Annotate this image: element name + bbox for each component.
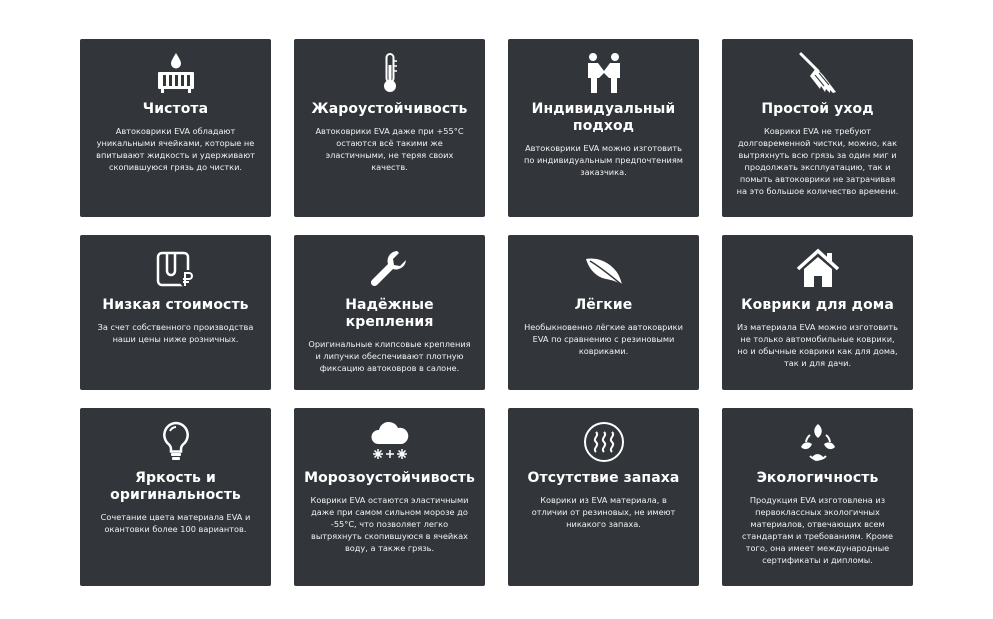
feature-title: Морозоустойчивость [304,470,475,486]
feature-card-brightness [80,408,271,586]
feature-description: Коврики EVA не требуют долговременной чистки, можно, как вытряхнуть всю грязь за один миг и продолжать эксплуатацию, так и помыть автоковрики не затрачивая на это большое количество времени. [736,126,899,196]
feature-title: Жароустойчивость [311,101,468,117]
feature-card-home-mats [722,235,913,390]
feature-description: Автоковрики EVA можно изготовить по индивидуальным предпочтениям заказчика. [524,143,683,177]
feature-description: Автоковрики EVA даже при +55°C остаются всё такими же эластичными, не теряя своих качеств. [315,126,464,172]
feature-card-frost-resistance [294,408,485,586]
wrench-icon [368,247,412,291]
broom-icon [796,51,840,95]
feature-title: Индивидуальный подход [531,101,676,134]
feature-title: Низкая стоимость [102,297,249,313]
feather-icon [582,247,626,291]
feature-card-eco [722,408,913,586]
feature-description: Автоковрики EVA обладают уникальными ячейками, которые не впитывают жидкость и удерживают скопившуюся грязь до чистки. [96,126,255,172]
feature-card-cleanliness [80,39,271,217]
feature-card-individual-approach [508,39,699,217]
feature-card-easy-care [722,39,913,217]
feature-description: Из материала EVA можно изготовить не только автомобильные коврики, но и обычные коврики как для дома, так и для дачи. [737,322,898,368]
feature-description: Оригинальные клипсовые крепления и липучки обеспечивают плотную фиксацию автоковров в салоне. [308,339,471,373]
feature-description: Продукция EVA изготовлена из первоклассных экологичных материалов, отвечающих всем стандартам и требованиям. Кроме того, она имеет международные сертификаты и дипломы. [741,495,894,565]
feature-title: Лёгкие [574,297,633,313]
feature-title: Экологичность [756,470,879,486]
lightbulb-icon [154,420,198,464]
feature-card-low-cost [80,235,271,390]
feature-title: Коврики для дома [741,297,894,313]
wallet-ruble-icon [154,247,198,291]
feature-description: За счет собственного производства наши цены ниже розничных. [97,322,254,344]
feature-description: Необыкновенно лёгкие автоковрики EVA по сравнению с резиновыми ковриками. [524,322,683,356]
feature-card-heat-resistance [294,39,485,217]
feature-title: Надёжные крепления [345,297,434,330]
thermometer-icon [368,51,412,95]
feature-card-no-odor [508,408,699,586]
feature-title: Отсутствие запаха [527,470,680,486]
radiator-drop-icon [154,51,198,95]
feature-card-reliable-fastening [294,235,485,390]
no-odor-icon [582,420,626,464]
feature-title: Простой уход [761,101,874,117]
feature-title: Чистота [142,101,209,117]
handshake-people-icon [582,51,626,95]
feature-description: Сочетание цвета материала EVA и окантовки более 100 вариантов. [100,512,251,534]
feature-description: Коврики из EVA материала, в отличии от резиновых, не имеют никакого запаха. [531,495,676,529]
feature-description: Коврики EVA остаются эластичными даже при самом сильном морозе до -55°C, что позволяет легко вытряхнуть скопившуюся в ячейках воду, а также грязь. [310,495,469,553]
house-icon [796,247,840,291]
snow-cloud-icon [368,420,412,464]
feature-title: Яркость и оригинальность [110,470,241,503]
feature-card-lightweight [508,235,699,390]
features-grid [80,39,914,586]
eco-leaves-icon [796,420,840,464]
